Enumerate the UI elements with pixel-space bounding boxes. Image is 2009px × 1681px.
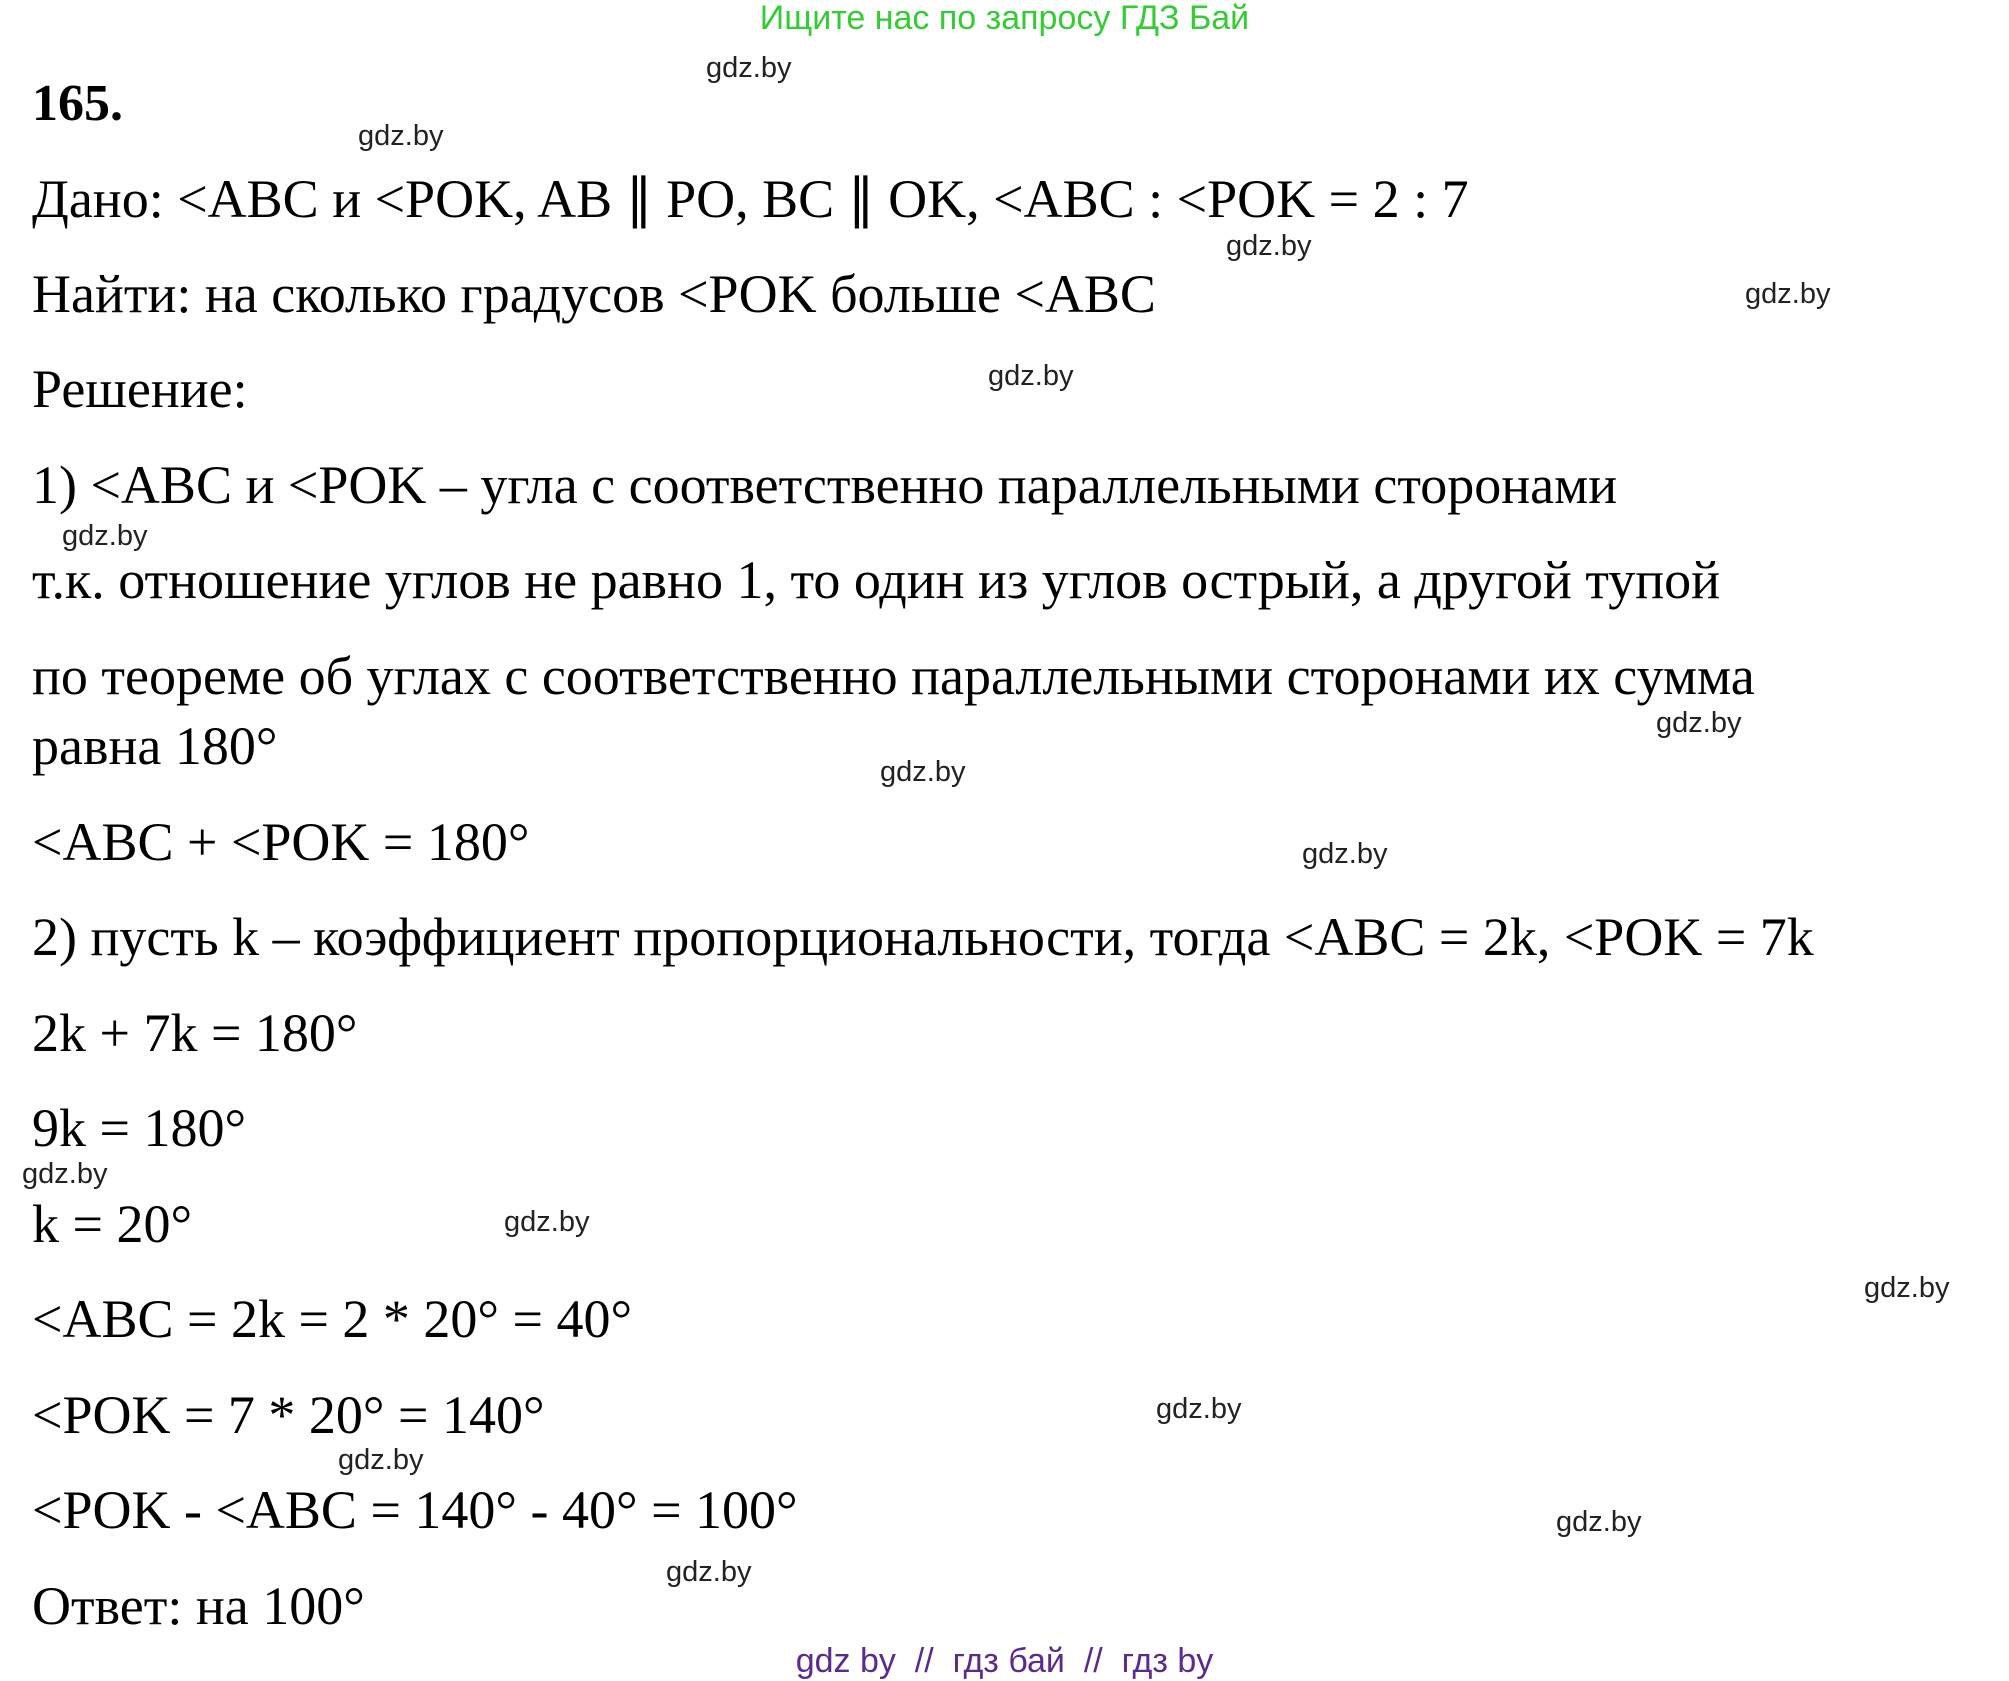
equation-line: <ABC + <POK = 180°	[32, 812, 530, 872]
equation-line: <POK = 7 * 20° = 140°	[32, 1385, 545, 1445]
solution-text-line: равна 180°	[32, 716, 278, 776]
equation-line: k = 20°	[32, 1194, 193, 1254]
watermark: gdz.by	[880, 756, 966, 788]
watermark: gdz.by	[1864, 1272, 1950, 1304]
equation-line: 9k = 180°	[32, 1098, 247, 1158]
watermark: gdz.by	[358, 120, 444, 152]
watermark: gdz.by	[666, 1556, 752, 1588]
watermark: gdz.by	[1302, 838, 1388, 870]
watermark: gdz.by	[1656, 707, 1742, 739]
watermark: gdz.by	[62, 520, 148, 552]
answer-line: Ответ: на 100°	[32, 1576, 365, 1636]
site-footer: gdz by // гдз бай // гдз by	[795, 1642, 1214, 1680]
watermark: gdz.by	[22, 1158, 108, 1190]
watermark: gdz.by	[1156, 1393, 1242, 1425]
watermark: gdz.by	[504, 1206, 590, 1238]
equation-line: <POK - <ABC = 140° - 40° = 100°	[32, 1480, 798, 1540]
equation-line: 2k + 7k = 180°	[32, 1003, 358, 1063]
solution-text-line: по теореме об углах с соответственно параллельными сторонами их сумма	[32, 646, 1755, 706]
site-banner: Ищите нас по запросу ГДЗ Бай	[759, 0, 1250, 37]
watermark: gdz.by	[1556, 1506, 1642, 1538]
watermark: gdz.by	[706, 52, 792, 84]
find-line: Найти: на сколько градусов <POK больше <ABC	[32, 264, 1156, 324]
watermark: gdz.by	[1745, 278, 1831, 310]
solution-step-1: 1) <ABC и <POK – угла с соответственно параллельными сторонами	[32, 455, 1618, 515]
solution-heading: Решение:	[32, 359, 248, 419]
equation-line: <ABC = 2k = 2 * 20° = 40°	[32, 1289, 633, 1349]
problem-number: 165.	[32, 75, 123, 132]
solution-text-line: т.к. отношение углов не равно 1, то один из углов острый, а другой тупой	[32, 550, 1721, 610]
watermark: gdz.by	[1226, 230, 1312, 262]
given-line: Дано: <ABC и <POK, AB ∥ PO, BC ∥ OK, <ABC : <POK = 2 : 7	[32, 169, 1469, 229]
watermark: gdz.by	[338, 1444, 424, 1476]
solution-step-2: 2) пусть k – коэффициент пропорциональности, тогда <ABC = 2k, <POK = 7k	[32, 907, 1814, 967]
watermark: gdz.by	[988, 360, 1074, 392]
